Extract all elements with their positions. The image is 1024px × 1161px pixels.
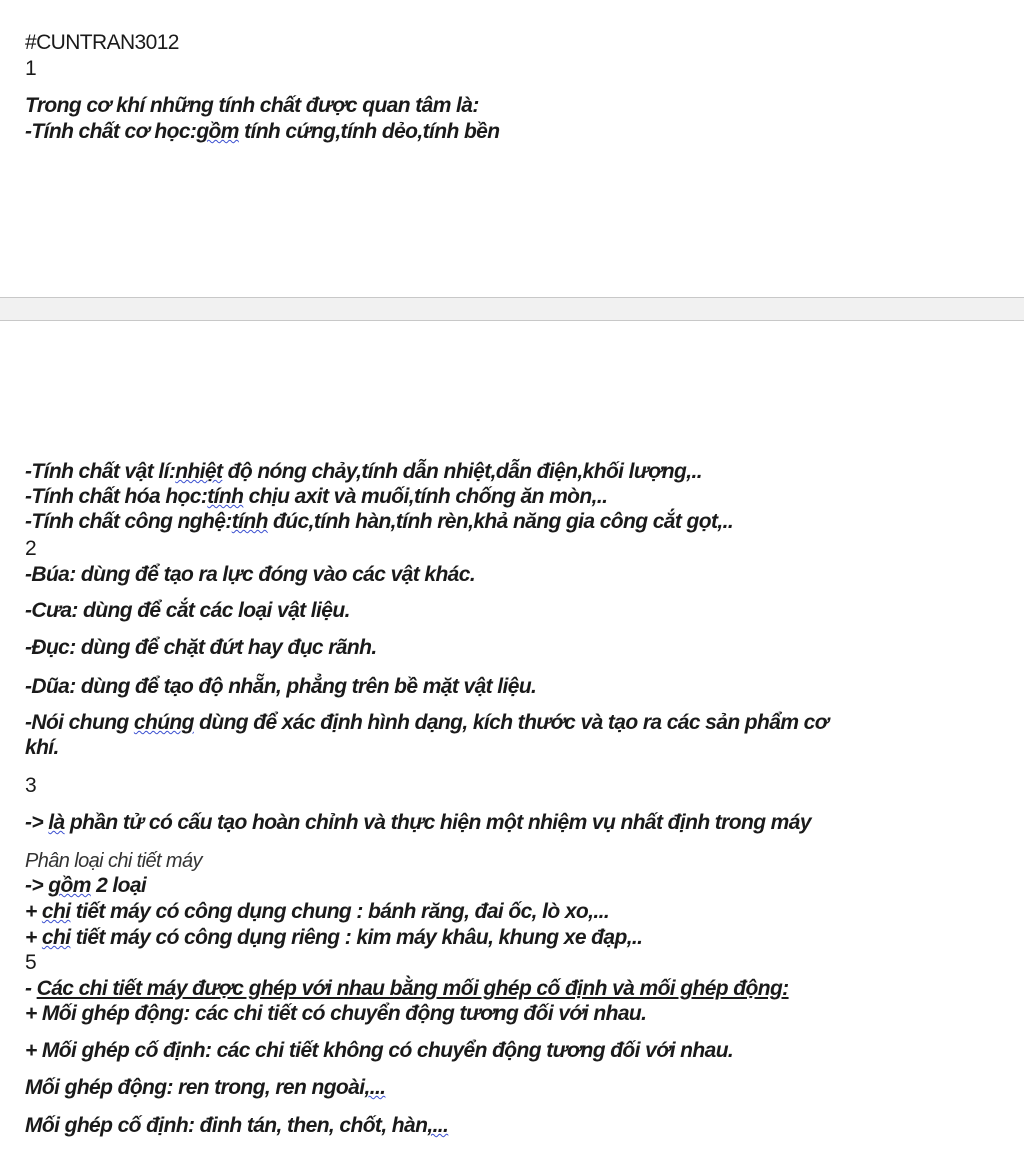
misspelled-word[interactable]: gồm — [196, 120, 239, 143]
text-run: tiết máy có công dụng chung : bánh răng, đai ốc, lò xo,... — [70, 900, 610, 923]
paragraph-line — [25, 119, 500, 145]
paragraph-line: Trong cơ khí những tính chất được quan tâm là: — [25, 94, 479, 117]
text-run: dùng để xác định hình dạng, kích thước và tạo ra các sản phẩm cơ — [193, 711, 829, 734]
paragraph-line — [25, 1113, 448, 1139]
section-number-1: 1 — [25, 57, 37, 80]
text-run: + — [25, 926, 42, 949]
text-run: đúc,tính hàn,tính rèn,khả năng gia công cắt gọt,.. — [267, 510, 734, 533]
text-run: -Tính chất vật lí: — [25, 460, 176, 483]
section-number-3: 3 — [25, 774, 37, 797]
misspelled-word[interactable]: gồm — [48, 874, 91, 897]
paragraph-line: -Búa: dùng để tạo ra lực đóng vào các vật khác. — [25, 563, 476, 586]
underlined-heading: Các chi tiết máy được ghép với nhau bằng mối ghép cố định và mối ghép động: — [36, 977, 789, 1000]
paragraph-line — [25, 925, 642, 951]
misspelled-word[interactable]: tính — [231, 510, 268, 533]
misspelled-word[interactable]: chi — [41, 900, 71, 923]
misspelled-word[interactable]: chúng — [133, 711, 194, 734]
page-break-gap — [0, 297, 1024, 321]
paragraph-line — [25, 810, 811, 836]
text-run: tiết máy có công dụng riêng : kim máy khâu, khung xe đạp,.. — [70, 926, 643, 949]
text-run: -Tính chất hóa học: — [25, 485, 208, 508]
text-run: 2 loại — [90, 874, 147, 897]
misspelled-word[interactable]: ,... — [427, 1114, 449, 1137]
paragraph-line: + Mối ghép động: các chi tiết có chuyển động tương đối với nhau. — [25, 1002, 647, 1025]
text-run: độ nóng chảy,tính dẫn nhiệt,dẫn điện,khối lượng,.. — [222, 460, 702, 483]
misspelled-word[interactable]: chi — [41, 926, 71, 949]
paragraph-line — [25, 899, 609, 925]
paragraph-line — [25, 459, 702, 485]
paragraph-line: khí. — [25, 736, 59, 759]
text-run: phần tử có cấu tạo hoàn chỉnh và thực hiện một nhiệm vụ nhất định trong máy — [64, 811, 811, 834]
misspelled-word[interactable]: là — [48, 811, 65, 834]
paragraph-line: -Đục: dùng để chặt đứt hay đục rãnh. — [25, 636, 377, 659]
text-run: + — [25, 900, 42, 923]
paragraph-line: -Dũa: dùng để tạo độ nhẵn, phẳng trên bề mặt vật liệu. — [25, 675, 537, 698]
paragraph-line — [25, 976, 789, 1002]
paragraph-line — [25, 484, 607, 510]
text-run: - — [25, 977, 37, 1000]
paragraph-line — [25, 1075, 385, 1101]
text-run: Mối ghép cố định: đinh tán, then, chốt, hàn — [25, 1114, 428, 1137]
text-run: -> — [25, 874, 49, 897]
misspelled-word[interactable]: nhiệt — [175, 460, 223, 483]
paragraph-line: -Cưa: dùng để cắt các loại vật liệu. — [25, 599, 350, 622]
text-run: chịu axit và muối,tính chống ăn mòn,.. — [243, 485, 608, 508]
section-number-2: 2 — [25, 537, 37, 560]
paragraph-line: + Mối ghép cố định: các chi tiết không có chuyển động tương đối với nhau. — [25, 1039, 734, 1062]
paragraph-line: Phân loại chi tiết máy — [25, 850, 202, 872]
misspelled-word[interactable]: ,... — [364, 1076, 386, 1099]
misspelled-word[interactable]: tính — [207, 485, 244, 508]
text-run: -Tính chất cơ học: — [25, 120, 197, 143]
text-run: -Nói chung — [25, 711, 134, 734]
paragraph-line — [25, 873, 146, 899]
paragraph-line — [25, 509, 733, 535]
paragraph-line — [25, 710, 828, 736]
section-number-5: 5 — [25, 951, 37, 974]
text-run: -> — [25, 811, 49, 834]
text-run: Mối ghép động: ren trong, ren ngoài — [25, 1076, 365, 1099]
text-run: -Tính chất công nghệ: — [25, 510, 232, 533]
text-run: tính cứng,tính dẻo,tính bền — [238, 120, 500, 143]
hashtag-text: #CUNTRAN3012 — [25, 31, 179, 54]
